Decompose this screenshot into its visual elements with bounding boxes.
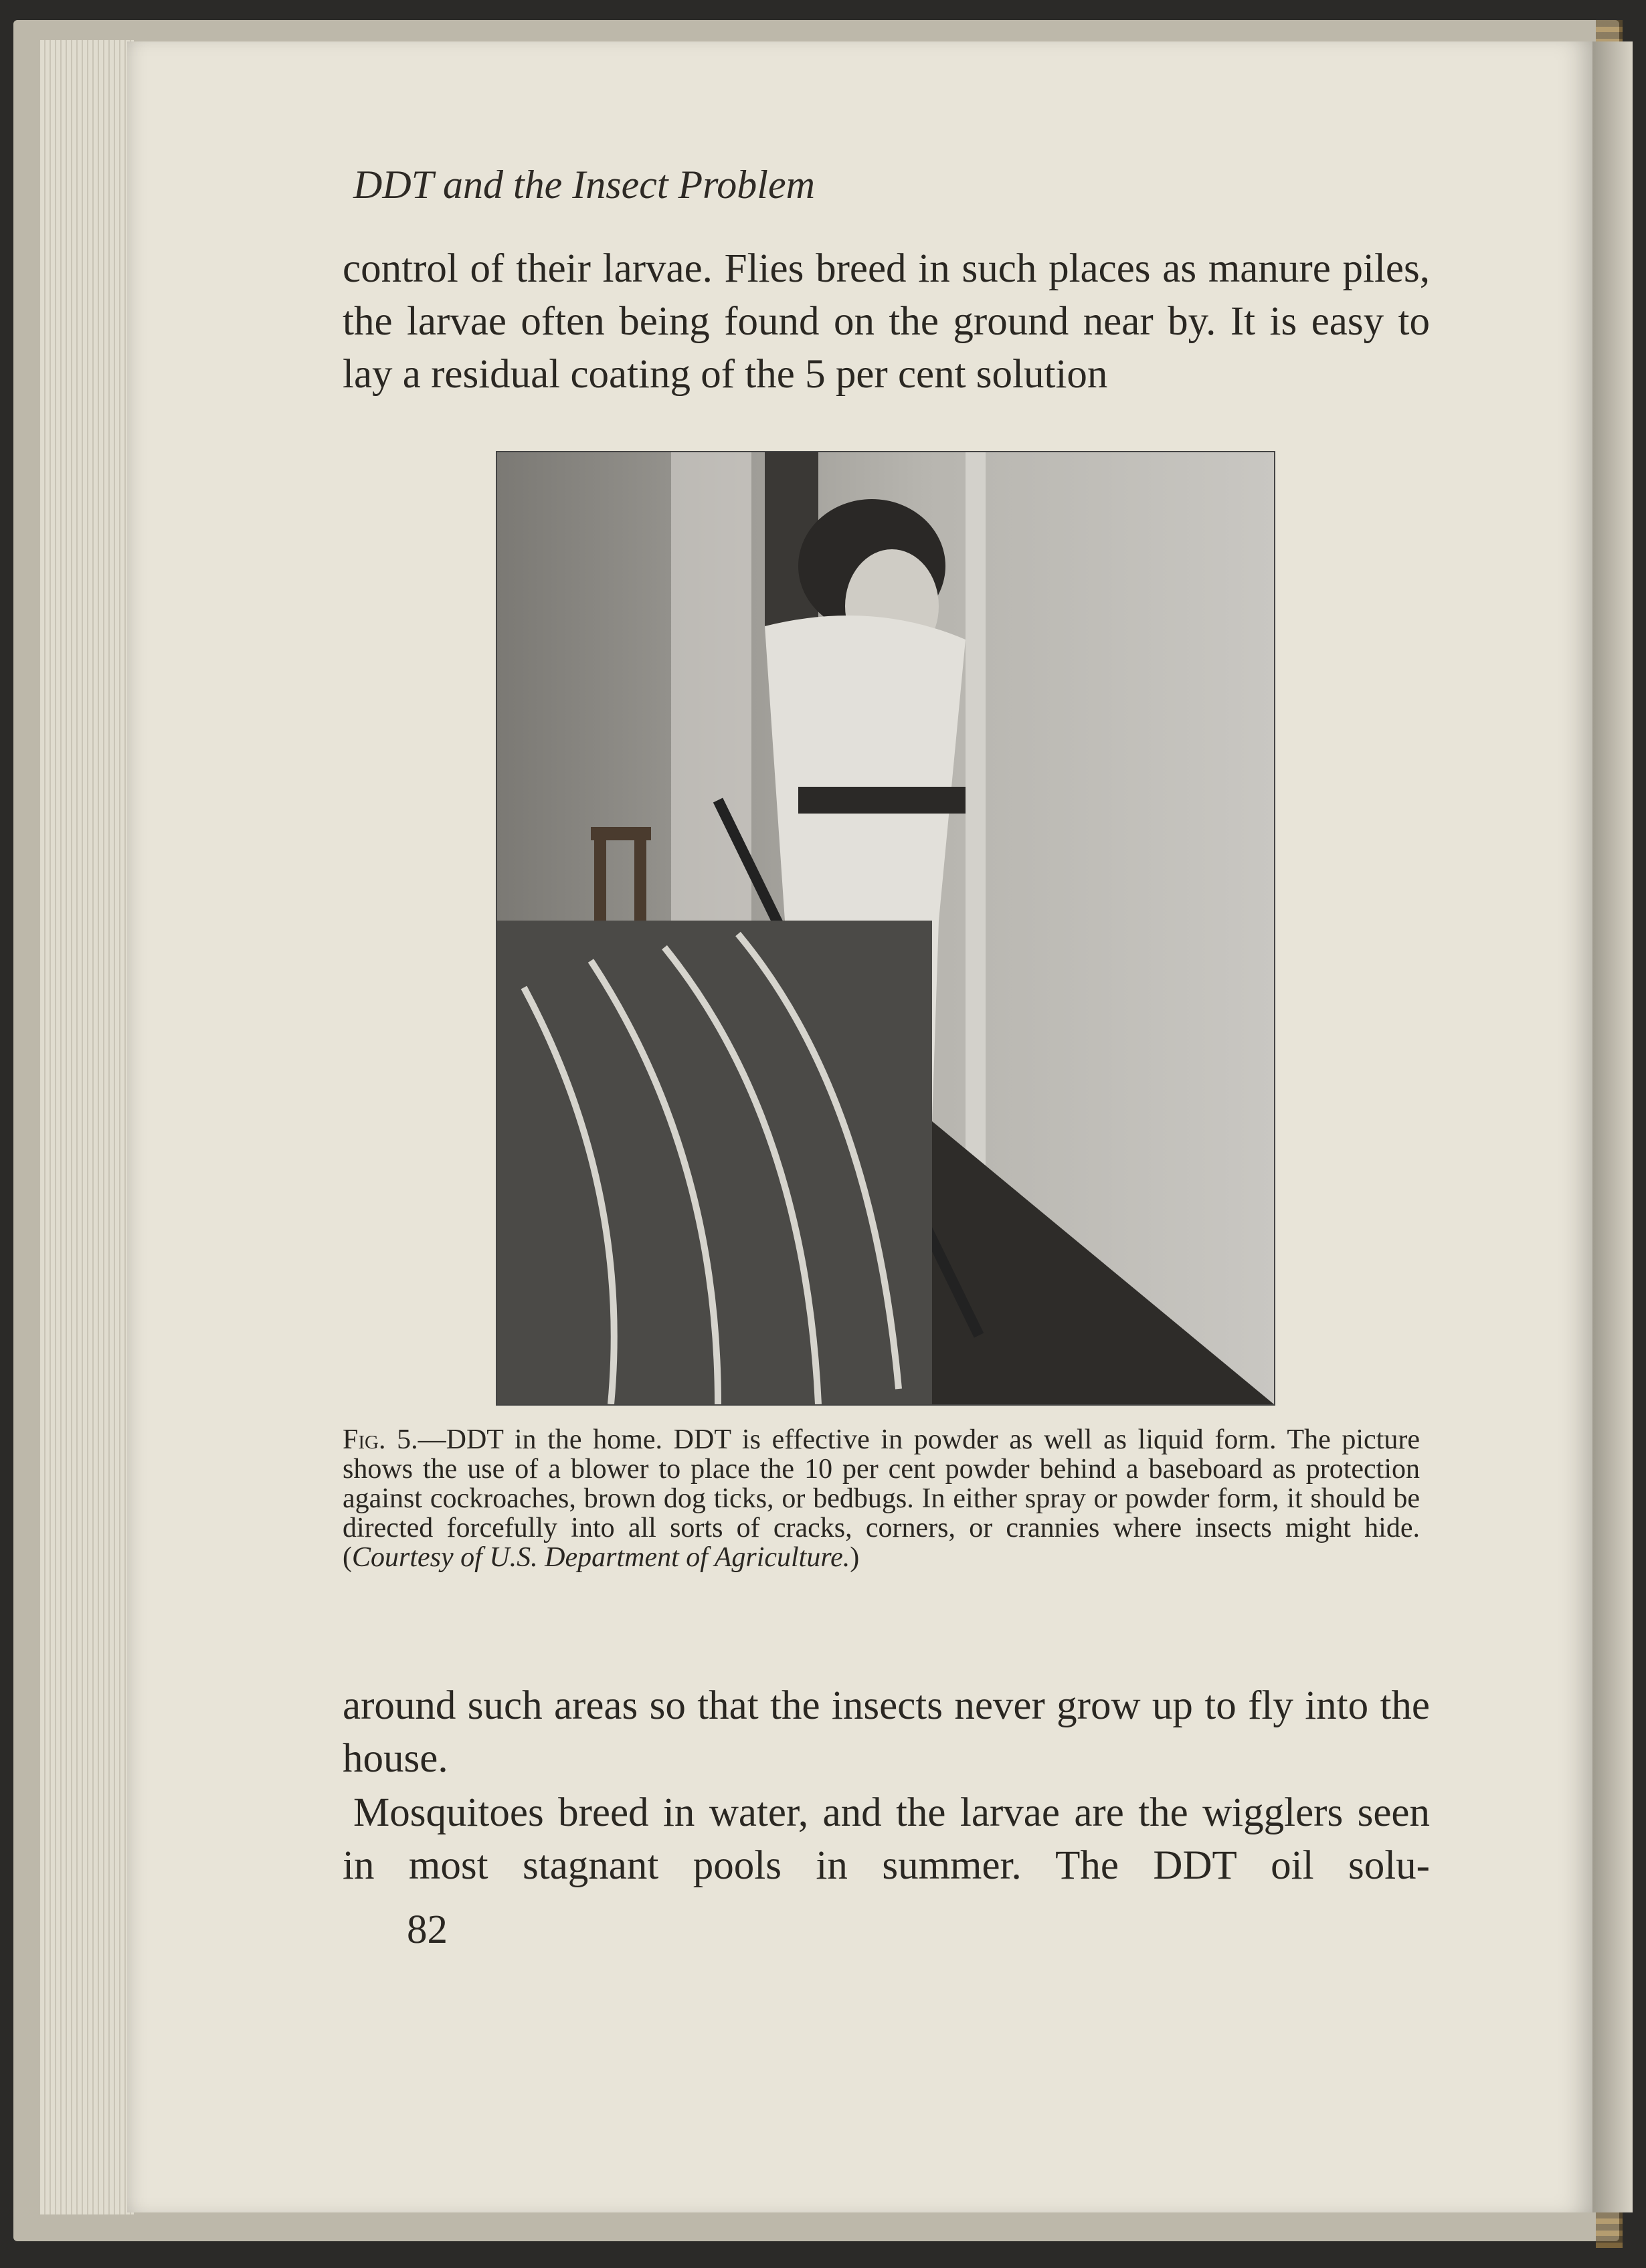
courtesy-credit: Courtesy of U.S. Department of Agriculture. xyxy=(352,1542,850,1573)
body-paragraph: control of their larvae. Flies breed in such places as manure piles, the larvae often being found on the ground near by. It is easy to lay a residual coating of the 5 per cent solution xyxy=(343,246,1430,397)
body-paragraph-mosquitoes: Mosquitoes breed in water, and the larvae are the wigglers seen in most stagnant pools in summer. The DDT oil solu- xyxy=(343,1790,1430,1888)
figure-label: Fig. 5. xyxy=(343,1424,418,1455)
figure-photo xyxy=(496,451,1275,1406)
page-edges xyxy=(40,40,134,2214)
photo-woman-using-blower xyxy=(497,452,1274,1404)
body-paragraph-continued: around such areas so that the insects never grow up to fly into the house. xyxy=(343,1683,1430,1781)
figure-caption: Fig. 5.—DDT in the home. DDT is effective in powder as well as liquid form. The picture shows the use of a blower to place the 10 per cent powder behind a baseboard as protection against cockroaches, brown dog ticks, or bedbugs. In either spray or powder form, it should be directed forcefully into all sorts of cracks, corners, or crannies where insects might hide. (Courtesy of U.S. Department of Agriculture.) xyxy=(343,1424,1420,1573)
facing-page-edge xyxy=(1592,41,1633,2212)
page-number: 82 xyxy=(407,1907,448,1952)
running-header: DDT and the Insect Problem xyxy=(353,163,815,207)
